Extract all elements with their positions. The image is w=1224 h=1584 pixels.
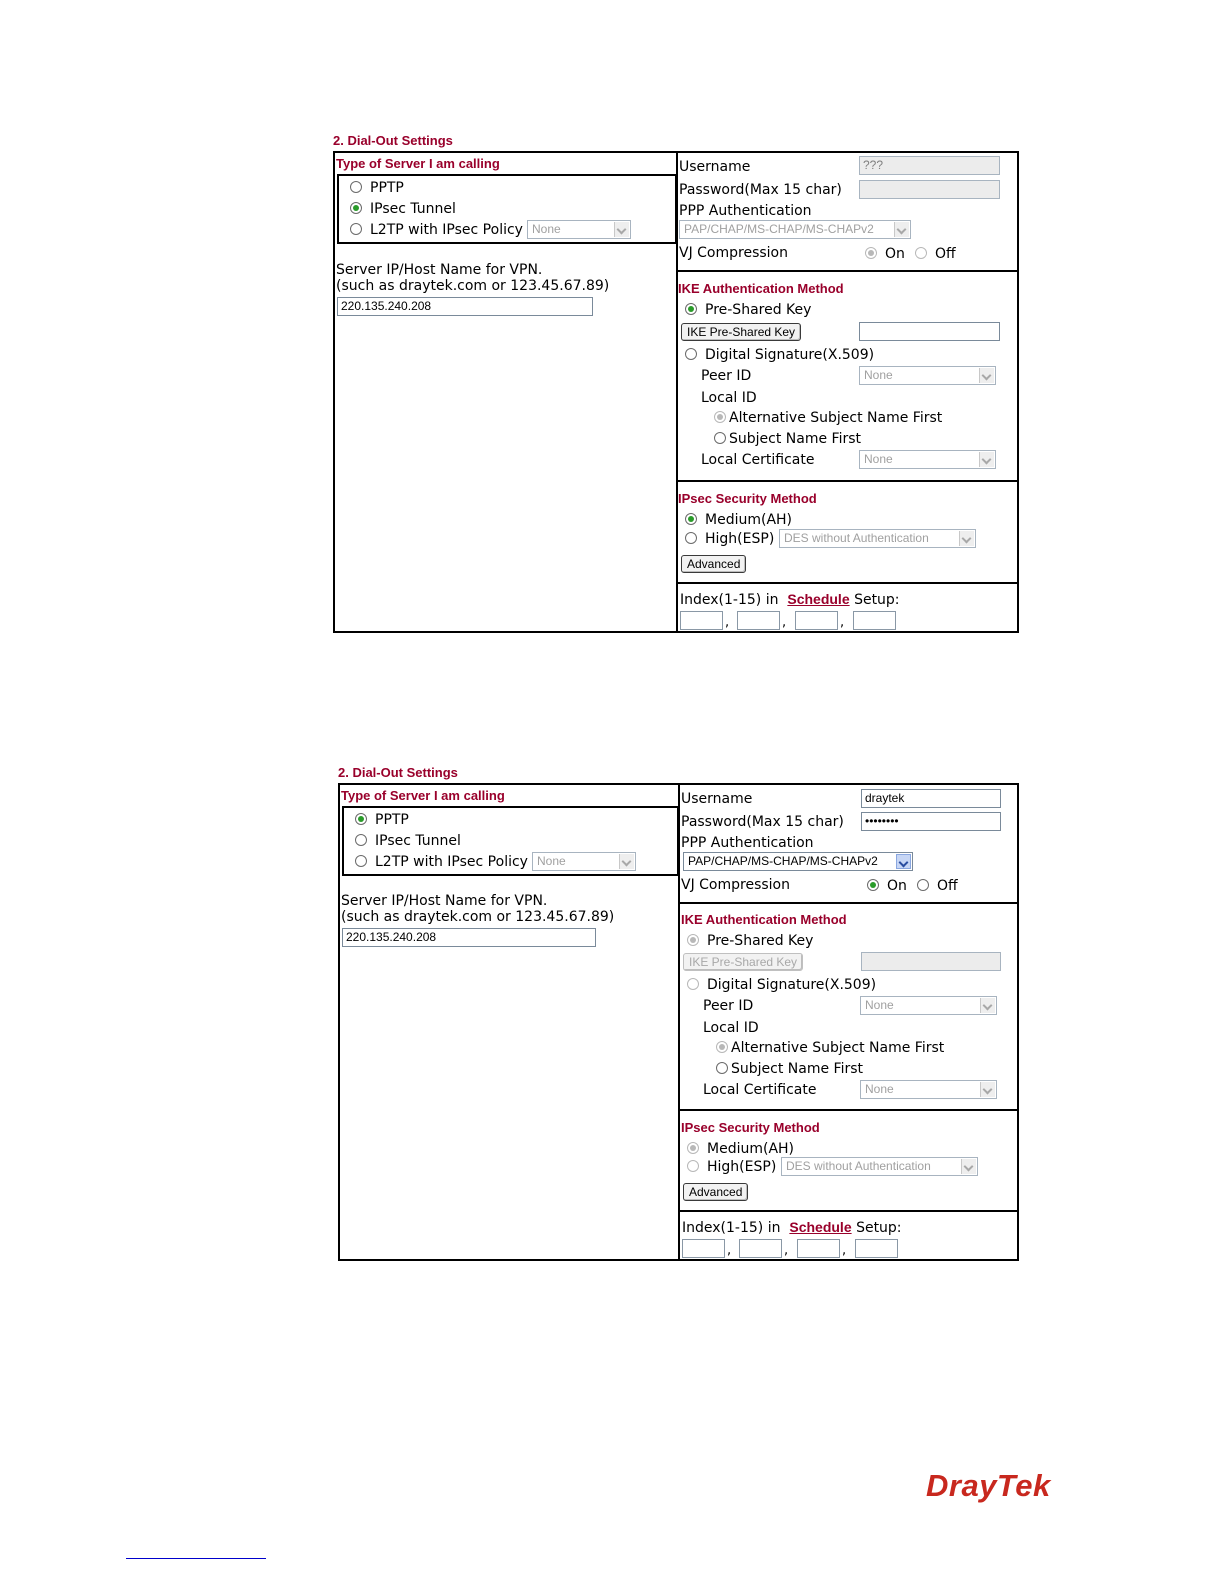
panel-title: 2. Dial-Out Settings (338, 765, 458, 780)
peer-id-value: None (865, 998, 894, 1012)
l2tp-label: L2TP with IPsec Policy (375, 854, 528, 870)
local-cert-value: None (865, 1082, 894, 1096)
digital-signature-label: Digital Signature(X.509) (707, 977, 877, 993)
username-input[interactable]: draytek (861, 789, 1001, 808)
radio-vj-off[interactable] (917, 879, 929, 891)
alt-subject-label: Alternative Subject Name First (729, 410, 943, 426)
row-divider (677, 480, 1017, 482)
esp-select[interactable] (779, 529, 976, 548)
settings-table (333, 151, 1019, 633)
row-divider (677, 582, 1017, 584)
chevron-down-icon (614, 222, 629, 237)
radio-medium-ah[interactable] (685, 513, 697, 525)
alt-subject-label: Alternative Subject Name First (731, 1040, 945, 1056)
ike-key-input[interactable] (861, 952, 1001, 971)
server-type-box (342, 806, 679, 876)
subject-first-label: Subject Name First (731, 1061, 864, 1077)
pptp-label: PPTP (375, 812, 409, 828)
radio-subject-first[interactable] (714, 432, 726, 444)
radio-ipsec-tunnel[interactable] (355, 834, 367, 846)
password-label: Password(Max 15 char) (679, 182, 842, 198)
radio-ipsec-tunnel[interactable] (350, 202, 362, 214)
server-hint: (such as draytek.com or 123.45.67.89) (336, 278, 610, 294)
vj-label: VJ Compression (679, 245, 788, 261)
username-label: Username (679, 159, 751, 175)
server-label: Server IP/Host Name for VPN. (341, 893, 548, 909)
dial-out-panel-ipsec (333, 133, 1019, 633)
local-cert-label: Local Certificate (701, 452, 815, 468)
subject-first-label: Subject Name First (729, 431, 862, 447)
index-label: Index(1-15) in (682, 1220, 781, 1236)
ike-pre-shared-key-button[interactable]: IKE Pre-Shared Key (681, 323, 801, 341)
server-host-input[interactable]: 220.135.240.208 (342, 928, 596, 947)
schedule-index-1[interactable] (680, 611, 723, 630)
peer-id-select[interactable] (860, 996, 997, 1015)
esp-value: DES without Authentication (784, 531, 929, 545)
local-cert-value: None (864, 452, 893, 466)
server-type-heading: Type of Server I am calling (341, 788, 505, 803)
radio-pre-shared-key[interactable] (687, 934, 699, 946)
l2tp-policy-select[interactable] (532, 852, 636, 871)
dial-out-panel-pptp (338, 765, 1019, 1261)
panel-title: 2. Dial-Out Settings (333, 133, 453, 148)
ppp-auth-label: PPP Authentication (681, 835, 814, 851)
vj-label: VJ Compression (681, 877, 790, 893)
local-cert-select[interactable] (860, 1080, 997, 1099)
radio-pre-shared-key[interactable] (685, 303, 697, 315)
advanced-button[interactable]: Advanced (683, 1183, 748, 1201)
ike-heading: IKE Authentication Method (678, 281, 844, 296)
row-divider (677, 270, 1017, 272)
medium-label: Medium(AH) (705, 512, 793, 528)
ike-key-input[interactable] (859, 322, 1000, 341)
schedule-link[interactable]: Schedule (787, 591, 850, 607)
username-label: Username (681, 791, 753, 807)
separator: , (782, 615, 787, 630)
local-id-label: Local ID (701, 390, 757, 406)
esp-value: DES without Authentication (786, 1159, 931, 1173)
peer-id-value: None (864, 368, 893, 382)
separator: , (840, 615, 845, 630)
schedule-index-4[interactable] (855, 1239, 898, 1258)
radio-high-esp[interactable] (687, 1160, 699, 1172)
radio-digital-signature[interactable] (685, 348, 697, 360)
local-cert-select[interactable] (859, 450, 996, 469)
ppp-auth-value: PAP/CHAP/MS-CHAP/MS-CHAPv2 (688, 854, 878, 868)
radio-subject-first[interactable] (716, 1062, 728, 1074)
radio-digital-signature[interactable] (687, 978, 699, 990)
row-divider (679, 902, 1017, 904)
radio-l2tp-ipsec[interactable] (350, 223, 362, 235)
server-host-input[interactable]: 220.135.240.208 (337, 297, 593, 316)
index-row (680, 591, 900, 608)
row-divider (679, 1109, 1017, 1111)
ike-heading: IKE Authentication Method (681, 912, 847, 927)
row-divider (679, 1210, 1017, 1212)
password-label: Password(Max 15 char) (681, 814, 844, 830)
chevron-down-icon (896, 854, 911, 869)
l2tp-label: L2TP with IPsec Policy (370, 222, 523, 238)
password-input[interactable] (859, 180, 1000, 199)
ipsec-heading: IPsec Security Method (681, 1120, 820, 1135)
server-type-heading: Type of Server I am calling (336, 156, 500, 171)
radio-alt-subject[interactable] (714, 411, 726, 423)
schedule-index-2[interactable] (739, 1239, 782, 1258)
peer-id-label: Peer ID (701, 368, 752, 384)
ipsec-heading: IPsec Security Method (678, 491, 817, 506)
vj-off-label: Off (935, 246, 956, 262)
ppp-auth-select[interactable] (683, 852, 913, 871)
pre-shared-label: Pre-Shared Key (705, 302, 812, 318)
draytek-logo: DrayTek (926, 1468, 1051, 1503)
chevron-down-icon (980, 1082, 995, 1097)
schedule-index-2[interactable] (737, 611, 780, 630)
server-label: Server IP/Host Name for VPN. (336, 262, 543, 278)
advanced-button[interactable]: Advanced (681, 555, 746, 573)
ppp-auth-value: PAP/CHAP/MS-CHAP/MS-CHAPv2 (684, 222, 874, 236)
password-input[interactable]: •••••••• (861, 812, 1001, 831)
radio-medium-ah[interactable] (687, 1142, 699, 1154)
schedule-index-1[interactable] (682, 1239, 725, 1258)
esp-select[interactable] (781, 1157, 978, 1176)
chevron-down-icon (894, 222, 909, 237)
ipsec-tunnel-label: IPsec Tunnel (375, 833, 461, 849)
l2tp-policy-select[interactable] (527, 220, 631, 239)
ike-pre-shared-key-button[interactable]: IKE Pre-Shared Key (683, 953, 803, 971)
radio-vj-on[interactable] (865, 247, 877, 259)
vj-on-label: On (885, 246, 905, 262)
ppp-auth-label: PPP Authentication (679, 203, 812, 219)
username-input[interactable]: ??? (859, 156, 1000, 175)
l2tp-policy-value: None (532, 222, 561, 236)
schedule-index-3[interactable] (797, 1239, 840, 1258)
settings-table (338, 783, 1019, 1261)
radio-alt-subject[interactable] (716, 1041, 728, 1053)
local-id-label: Local ID (703, 1020, 759, 1036)
schedule-index-3[interactable] (795, 611, 838, 630)
high-label: High(ESP) (705, 531, 775, 547)
schedule-index-4[interactable] (853, 611, 896, 630)
high-label: High(ESP) (707, 1159, 777, 1175)
radio-vj-on[interactable] (867, 879, 879, 891)
radio-high-esp[interactable] (685, 532, 697, 544)
chevron-down-icon (979, 452, 994, 467)
vj-off-label: Off (937, 878, 958, 894)
ppp-auth-select[interactable] (679, 220, 911, 239)
pptp-label: PPTP (370, 180, 404, 196)
server-hint: (such as draytek.com or 123.45.67.89) (341, 909, 615, 925)
local-cert-label: Local Certificate (703, 1082, 817, 1098)
radio-pptp[interactable] (350, 181, 362, 193)
chevron-down-icon (619, 854, 634, 869)
separator: , (727, 1243, 732, 1258)
radio-vj-off[interactable] (915, 247, 927, 259)
l2tp-policy-value: None (537, 854, 566, 868)
chevron-down-icon (979, 368, 994, 383)
setup-label: Setup: (854, 592, 900, 608)
radio-pptp[interactable] (355, 813, 367, 825)
radio-l2tp-ipsec[interactable] (355, 855, 367, 867)
schedule-link[interactable]: Schedule (789, 1219, 852, 1235)
chevron-down-icon (959, 531, 974, 546)
peer-id-select[interactable] (859, 366, 996, 385)
chevron-down-icon (961, 1159, 976, 1174)
chevron-down-icon (980, 998, 995, 1013)
pre-shared-label: Pre-Shared Key (707, 933, 814, 949)
separator: , (725, 615, 730, 630)
peer-id-label: Peer ID (703, 998, 754, 1014)
separator: , (842, 1243, 847, 1258)
ipsec-tunnel-label: IPsec Tunnel (370, 201, 456, 217)
server-type-box (337, 174, 677, 244)
setup-label: Setup: (856, 1220, 902, 1236)
medium-label: Medium(AH) (707, 1141, 795, 1157)
vj-on-label: On (887, 878, 907, 894)
digital-signature-label: Digital Signature(X.509) (705, 347, 875, 363)
footer-link-line (126, 1558, 266, 1559)
index-row (682, 1219, 902, 1236)
separator: , (784, 1243, 789, 1258)
index-label: Index(1-15) in (680, 592, 779, 608)
